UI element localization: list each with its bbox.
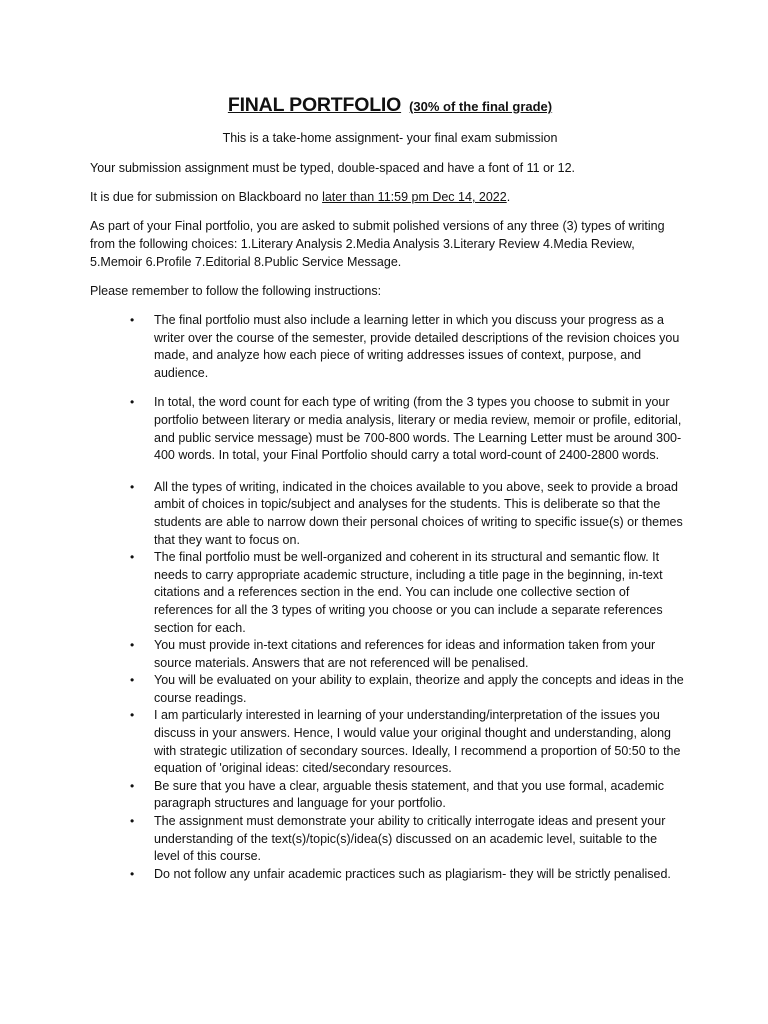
list-item xyxy=(128,778,684,813)
list-item xyxy=(128,707,684,777)
list-item-text: Be sure that you have a clear, arguable thesis statement, and that you use formal, academic paragraph structures and language for your portfolio. xyxy=(154,778,665,811)
document-title xyxy=(90,94,684,117)
bullet-icon: • xyxy=(130,395,135,410)
list-item-text: All the types of writing, indicated in the choices available to you above, seek to provide a broad ambit of choices in topic/subject and analyses for the students. This is deliberate so that the students are able to narrow down their personal choices of writing to specific issue(s) or themes that they want to focus on. xyxy=(154,479,683,547)
due-suffix: . xyxy=(506,190,511,204)
title-grade-weight: (30% of the final grade) xyxy=(409,99,553,114)
list-item-text: I am particularly interested in learning of your understanding/interpretation of the issues you discuss in your answers. Hence, I would value your original thought and understanding, along with strategic utilization of secondary sources. Ideally, I recommend a proportion of 50:50 to the equation of 'original ideas: cited/secondary resources. xyxy=(154,708,681,776)
list-item xyxy=(128,866,684,884)
due-prefix: It is due for submission on Blackboard no xyxy=(90,190,323,204)
list-item-text: The final portfolio must also include a learning letter in which you discuss your progress as a writer over the course of the semester, provide detailed descriptions of the revision choices you made, and analyze how each piece of writing addresses issues of context, purpose, and audience. xyxy=(154,313,680,380)
format-requirements: Your submission assignment must be typed, double-spaced and have a font of 11 or 12. xyxy=(90,161,576,175)
bullet-icon: • xyxy=(130,708,135,723)
bullet-icon: • xyxy=(130,313,135,327)
list-item-text: You will be evaluated on your ability to explain, theorize and apply the concepts and ideas in the course readings. xyxy=(154,673,684,705)
list-item-text: The final portfolio must be well-organized and coherent in its structural and semantic flow. It needs to carry appropriate academic structure, including a title page in the beginning, in-text citations and a references section in the end. You can include one collective section of references for all the 3 types of writing you choose or you can include a separate references section for each. xyxy=(154,550,663,635)
list-item xyxy=(128,813,684,866)
list-item xyxy=(128,479,684,549)
instructions-intro: Please remember to follow the following instructions: xyxy=(90,284,382,298)
list-item-text: In total, the word count for each type of writing (from the 3 types you choose to submit in your portfolio between literary or media analysis, literary or media review, memoir or profile, editorial, and public service message) must be 700-800 words. The Learning Letter must be around 300-400 words. In total, your Final Portfolio should carry a total word-count of 2400-2800 words. xyxy=(154,395,682,463)
list-item-text: The assignment must demonstrate your ability to critically interrogate ideas and present your understanding of the text(s)/topic(s)/idea(s) discussed on an academic level, suitable to the level of this course. xyxy=(154,814,666,864)
writing-choices-paragraph: As part of your Final portfolio, you are asked to submit polished versions of any three (3) types of writing from the following choices: 1.Literary Analysis 2.Media Analysis 3.Literary Review 4.Media Review, 5.Memoir 6.Profile 7.Editorial 8.Public Service Message. xyxy=(90,219,665,269)
list-item xyxy=(128,672,684,707)
bullet-icon: • xyxy=(130,550,135,565)
instructions-list xyxy=(90,312,684,883)
due-deadline: later than 11:59 pm Dec 14, 2022 xyxy=(322,190,507,204)
bullet-icon: • xyxy=(130,479,135,494)
bullet-icon: • xyxy=(130,778,135,793)
title-main: FINAL PORTFOLIO xyxy=(227,94,402,116)
bullet-icon: • xyxy=(130,814,135,829)
list-item xyxy=(128,549,684,637)
bullet-icon: • xyxy=(130,866,135,881)
bullet-icon: • xyxy=(130,638,135,653)
list-item-text: Do not follow any unfair academic practices such as plagiarism- they will be strictly penalised. xyxy=(154,866,671,881)
bullet-icon: • xyxy=(130,673,135,688)
list-item xyxy=(128,312,684,382)
list-item xyxy=(128,637,684,672)
list-item-text: You must provide in-text citations and references for ideas and information taken from your source materials. Answers that are not referenced will be penalised. xyxy=(154,638,656,670)
assignment-subtitle: This is a take-home assignment- your final exam submission xyxy=(222,131,558,145)
due-date-paragraph xyxy=(90,188,684,206)
list-item xyxy=(128,394,684,464)
